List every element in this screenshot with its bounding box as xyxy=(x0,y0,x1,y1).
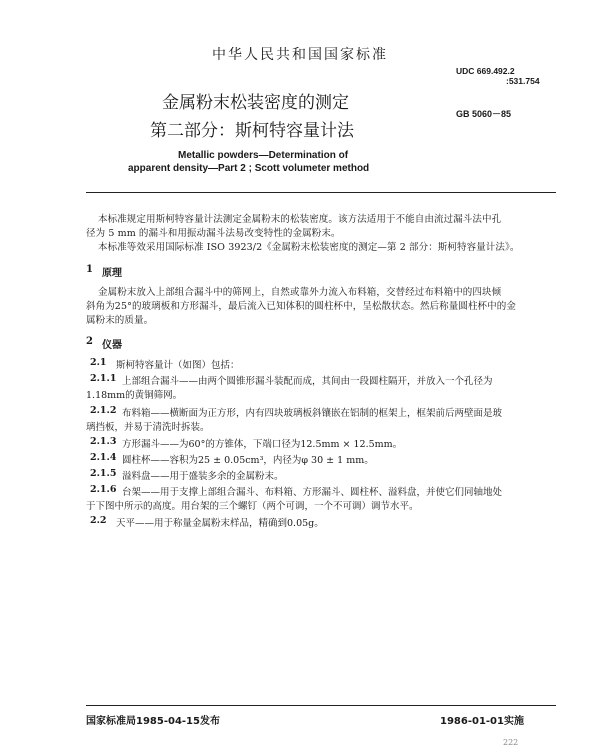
item-2-1-text: 斯柯特容量计（如图）包括： xyxy=(116,360,240,371)
section-1-number: 1 xyxy=(86,264,93,275)
page-number: 222 xyxy=(503,738,519,747)
footer-divider xyxy=(86,705,556,706)
issue-date: 国家标准局1985-04-15发布 xyxy=(86,716,220,727)
item-2-1-1-number: 2.1.1 xyxy=(90,373,117,384)
header-divider xyxy=(86,192,556,193)
udc-code xyxy=(456,66,540,86)
item-2-1-6-text: 台架——用于支撑上部组合漏斗、布料箱、方形漏斗、圆柱杯、溢料盘，并使它们同轴地处 xyxy=(122,487,503,498)
item-2-1-3-text: 方形漏斗——为60°的方锥体，下端口径为12.5mm × 12.5mm。 xyxy=(122,439,403,450)
section-1-line-2: 斜角为25°的玻璃板和方形漏斗，最后流入已知体积的圆柱杯中，呈松散状态。然后称量圆柱杯中的金 xyxy=(86,301,516,312)
udc-line-2: :531.754 xyxy=(506,76,540,86)
section-1-title: 原理 xyxy=(102,268,122,279)
section-2-title: 仪器 xyxy=(102,340,122,351)
effective-date: 1986-01-01实施 xyxy=(440,716,524,727)
item-2-1-5-number: 2.1.5 xyxy=(90,468,117,479)
section-2-number: 2 xyxy=(86,336,93,347)
intro-p1-line-1: 本标准规定用斯柯特容量计法测定金属粉末的松装密度。该方法适用于不能自由流过漏斗法中孔 xyxy=(98,214,502,225)
section-1-line-1: 金属粉末放入上部组合漏斗中的筛网上，自然或靠外力流入布料箱，交替经过布料箱中的四块倾 xyxy=(98,287,502,298)
item-2-1-2-cont: 璃挡板，并易于清洗时拆装。 xyxy=(86,422,210,433)
national-standard-heading: 中华人民共和国国家标准 xyxy=(212,47,388,63)
item-2-1-6-number: 2.1.6 xyxy=(90,484,117,495)
item-2-1-1-cont: 1.18mm的黄铜筛网。 xyxy=(86,390,183,401)
item-2-1-5-text: 溢料盘——用于盛装多余的金属粉末。 xyxy=(122,471,284,482)
section-1-line-3: 属粉末的质量。 xyxy=(86,315,154,326)
item-2-2-number: 2.2 xyxy=(90,515,107,526)
item-2-1-2-number: 2.1.2 xyxy=(90,405,117,416)
intro-p2-line-1: 本标准等效采用国际标准 ISO 3923/2《金属粉末松装密度的测定—第 2 部分：斯柯特容量计法》。 xyxy=(98,242,520,253)
title-cn-line-2: 第二部分：斯柯特容量计法 xyxy=(150,121,354,141)
item-2-1-4-number: 2.1.4 xyxy=(90,452,117,463)
udc-line-1: UDC 669.492.2 xyxy=(456,66,515,76)
item-2-1-6-cont: 于下图中所示的高度。用台架的三个螺钉（两个可调，一个不可调）调节水平。 xyxy=(86,501,419,512)
standard-code: GB 5060－85 xyxy=(456,109,512,119)
title-en-line-2: apparent density—Part 2 ; Scott volumeter method xyxy=(128,163,370,174)
item-2-1-4-text: 圆柱杯——容积为25 ± 0.05cm³，内径为φ 30 ± 1 mm。 xyxy=(122,455,374,466)
item-2-2-text: 天平——用于称量金属粉末样品，精确到0.05g。 xyxy=(116,518,324,529)
item-2-1-1-text: 上部组合漏斗——由两个圆锥形漏斗装配而成，其间由一段圆柱隔开，并放入一个孔径为 xyxy=(122,376,493,387)
title-en-line-1: Metallic powders—Determination of xyxy=(178,150,349,161)
title-cn-line-1: 金属粉末松装密度的测定 xyxy=(162,93,349,113)
intro-p1-line-2: 径为 5 mm 的漏斗和用振动漏斗法易改变特性的金属粉末。 xyxy=(86,228,341,239)
item-2-1-2-text: 布料箱——横断面为正方形，内有四块玻璃板斜镶嵌在铝制的框架上，框架前后两壁面是玻 xyxy=(122,408,503,419)
item-2-1-3-number: 2.1.3 xyxy=(90,436,117,447)
item-2-1-number: 2.1 xyxy=(90,357,107,368)
